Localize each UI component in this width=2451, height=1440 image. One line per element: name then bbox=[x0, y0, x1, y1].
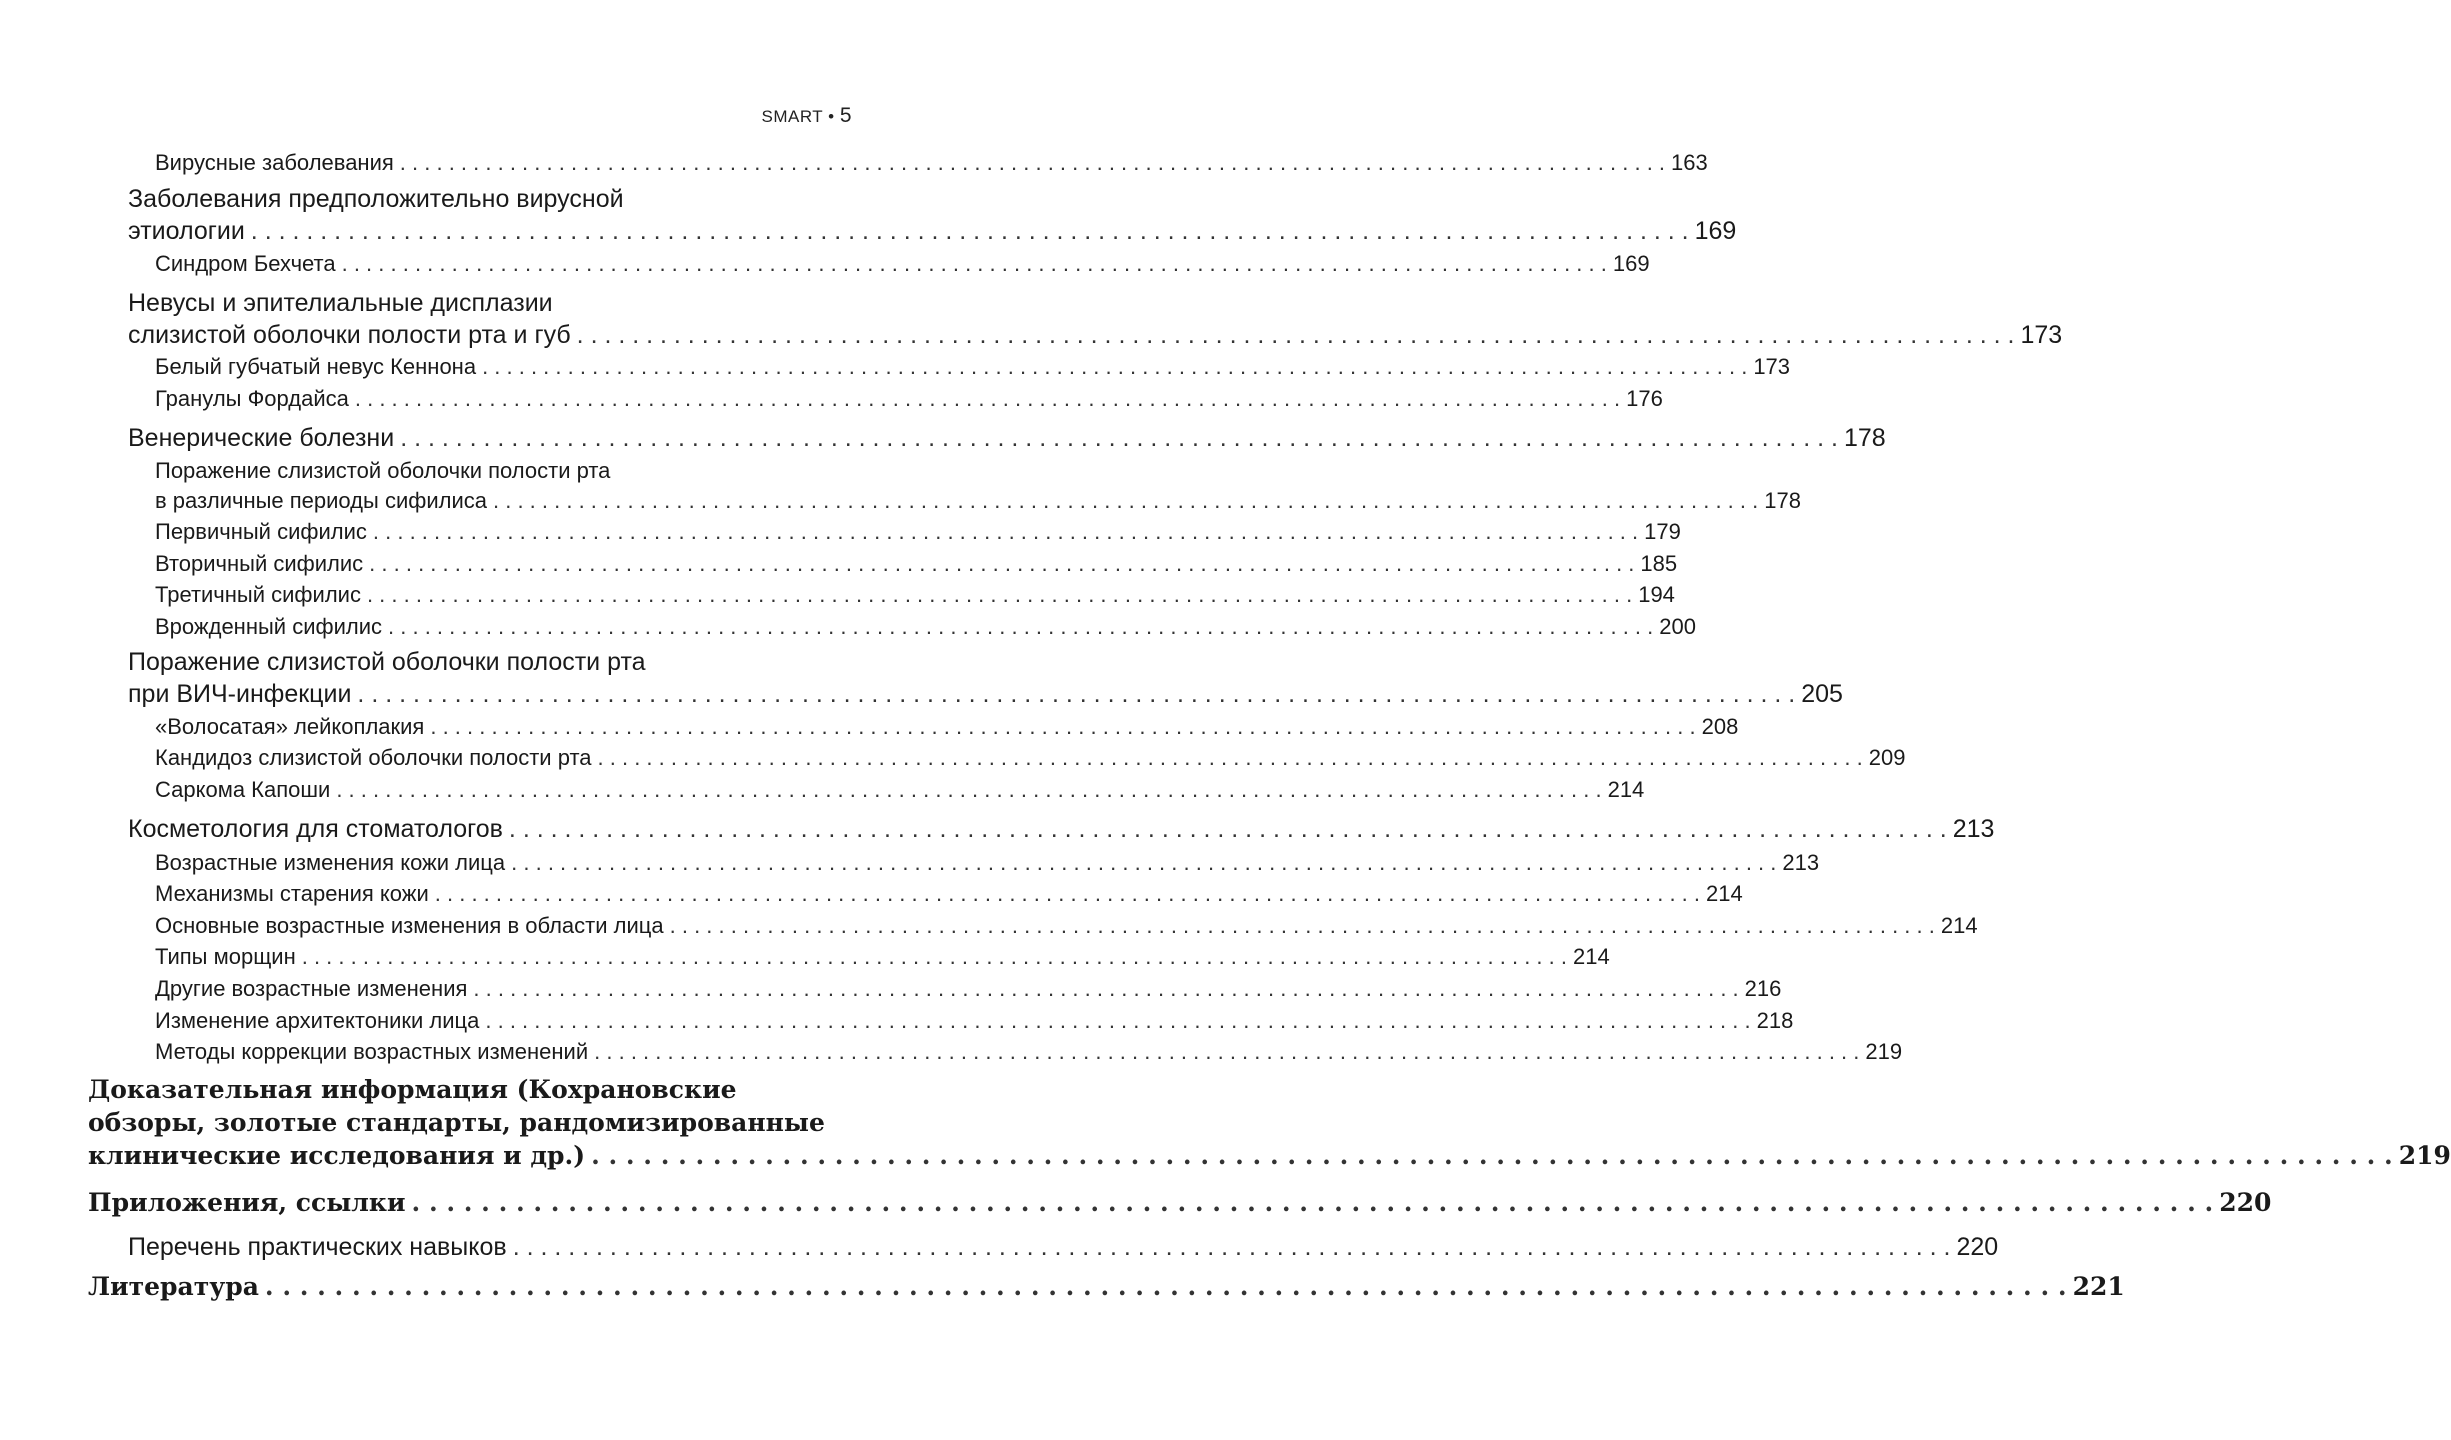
toc-entry: Венерические болезни . . . 178 bbox=[0, 424, 983, 453]
toc-entry: Гранулы Фордайса . . . 176 bbox=[0, 386, 1010, 412]
toc-entry-line: Невусы и эпителиальные дисплазии bbox=[128, 289, 553, 317]
toc-entry: Типы морщин . . . 214 bbox=[0, 944, 1010, 970]
toc-entry: Другие возрастные изменения . . . 216 bbox=[0, 976, 1010, 1002]
toc-entry-line: Поражение слизистой оболочки полости рта bbox=[155, 458, 611, 483]
series-name: SMART bbox=[761, 107, 823, 126]
toc-entry: этиологии . . . 169 bbox=[0, 217, 983, 246]
toc-entry: Литература . . . 221 bbox=[0, 1272, 943, 1301]
toc-entry-line: обзоры, золотые стандарты, рандомизированные bbox=[88, 1108, 825, 1137]
header-separator: • bbox=[828, 107, 835, 126]
toc-entry: Возрастные изменения кожи лица . . . 213 bbox=[0, 850, 1010, 876]
toc-entry: в различные периоды сифилиса . . . 178 bbox=[0, 488, 1010, 514]
toc-entry: при ВИЧ-инфекции . . . 205 bbox=[0, 680, 983, 709]
toc-entry-line: Заболевания предположительно вирусной bbox=[128, 185, 624, 213]
running-header bbox=[762, 104, 853, 128]
toc-entry: Механизмы старения кожи . . . 214 bbox=[0, 881, 1010, 907]
toc-entry: Белый губчатый невус Кеннона . . . 173 bbox=[0, 354, 1010, 380]
toc-entry: Первичный сифилис . . . 179 bbox=[0, 519, 1010, 545]
toc-entry: Кандидоз слизистой оболочки полости рта . . . 209 bbox=[0, 745, 1010, 771]
toc-entry: Врожденный сифилис . . . 200 bbox=[0, 614, 1010, 640]
toc-entry: Перечень практических навыков . . . 220 bbox=[0, 1233, 983, 1262]
toc-entry: «Волосатая» лейкоплакия . . . 208 bbox=[0, 714, 1010, 740]
toc-entry: Методы коррекции возрастных изменений . . . 219 bbox=[0, 1039, 1010, 1065]
toc-entry-line: Доказательная информация (Кохрановские bbox=[88, 1075, 737, 1104]
toc-entry: Третичный сифилис . . . 194 bbox=[0, 582, 1010, 608]
header-page-number: 5 bbox=[839, 104, 852, 127]
toc-entry-line: Поражение слизистой оболочки полости рта bbox=[128, 648, 646, 676]
toc-entry: слизистой оболочки полости рта и губ . . . 173 bbox=[0, 321, 983, 350]
toc-entry: Вирусные заболевания . . . 163 bbox=[0, 150, 1010, 176]
toc-entry: Изменение архитектоники лица . . . 218 bbox=[0, 1008, 1010, 1034]
toc-entry: клинические исследования и др.) . . . 219 bbox=[0, 1141, 943, 1170]
toc-entry: Основные возрастные изменения в области лица . . . 214 bbox=[0, 913, 1010, 939]
toc-entry: Вторичный сифилис . . . 185 bbox=[0, 551, 1010, 577]
toc-entry: Приложения, ссылки . . . 220 bbox=[0, 1188, 943, 1217]
toc-entry: Косметология для стоматологов . . . 213 bbox=[0, 815, 983, 844]
toc-entry: Синдром Бехчета . . . 169 bbox=[0, 251, 1010, 277]
toc-entry: Саркома Капоши . . . 214 bbox=[0, 777, 1010, 803]
